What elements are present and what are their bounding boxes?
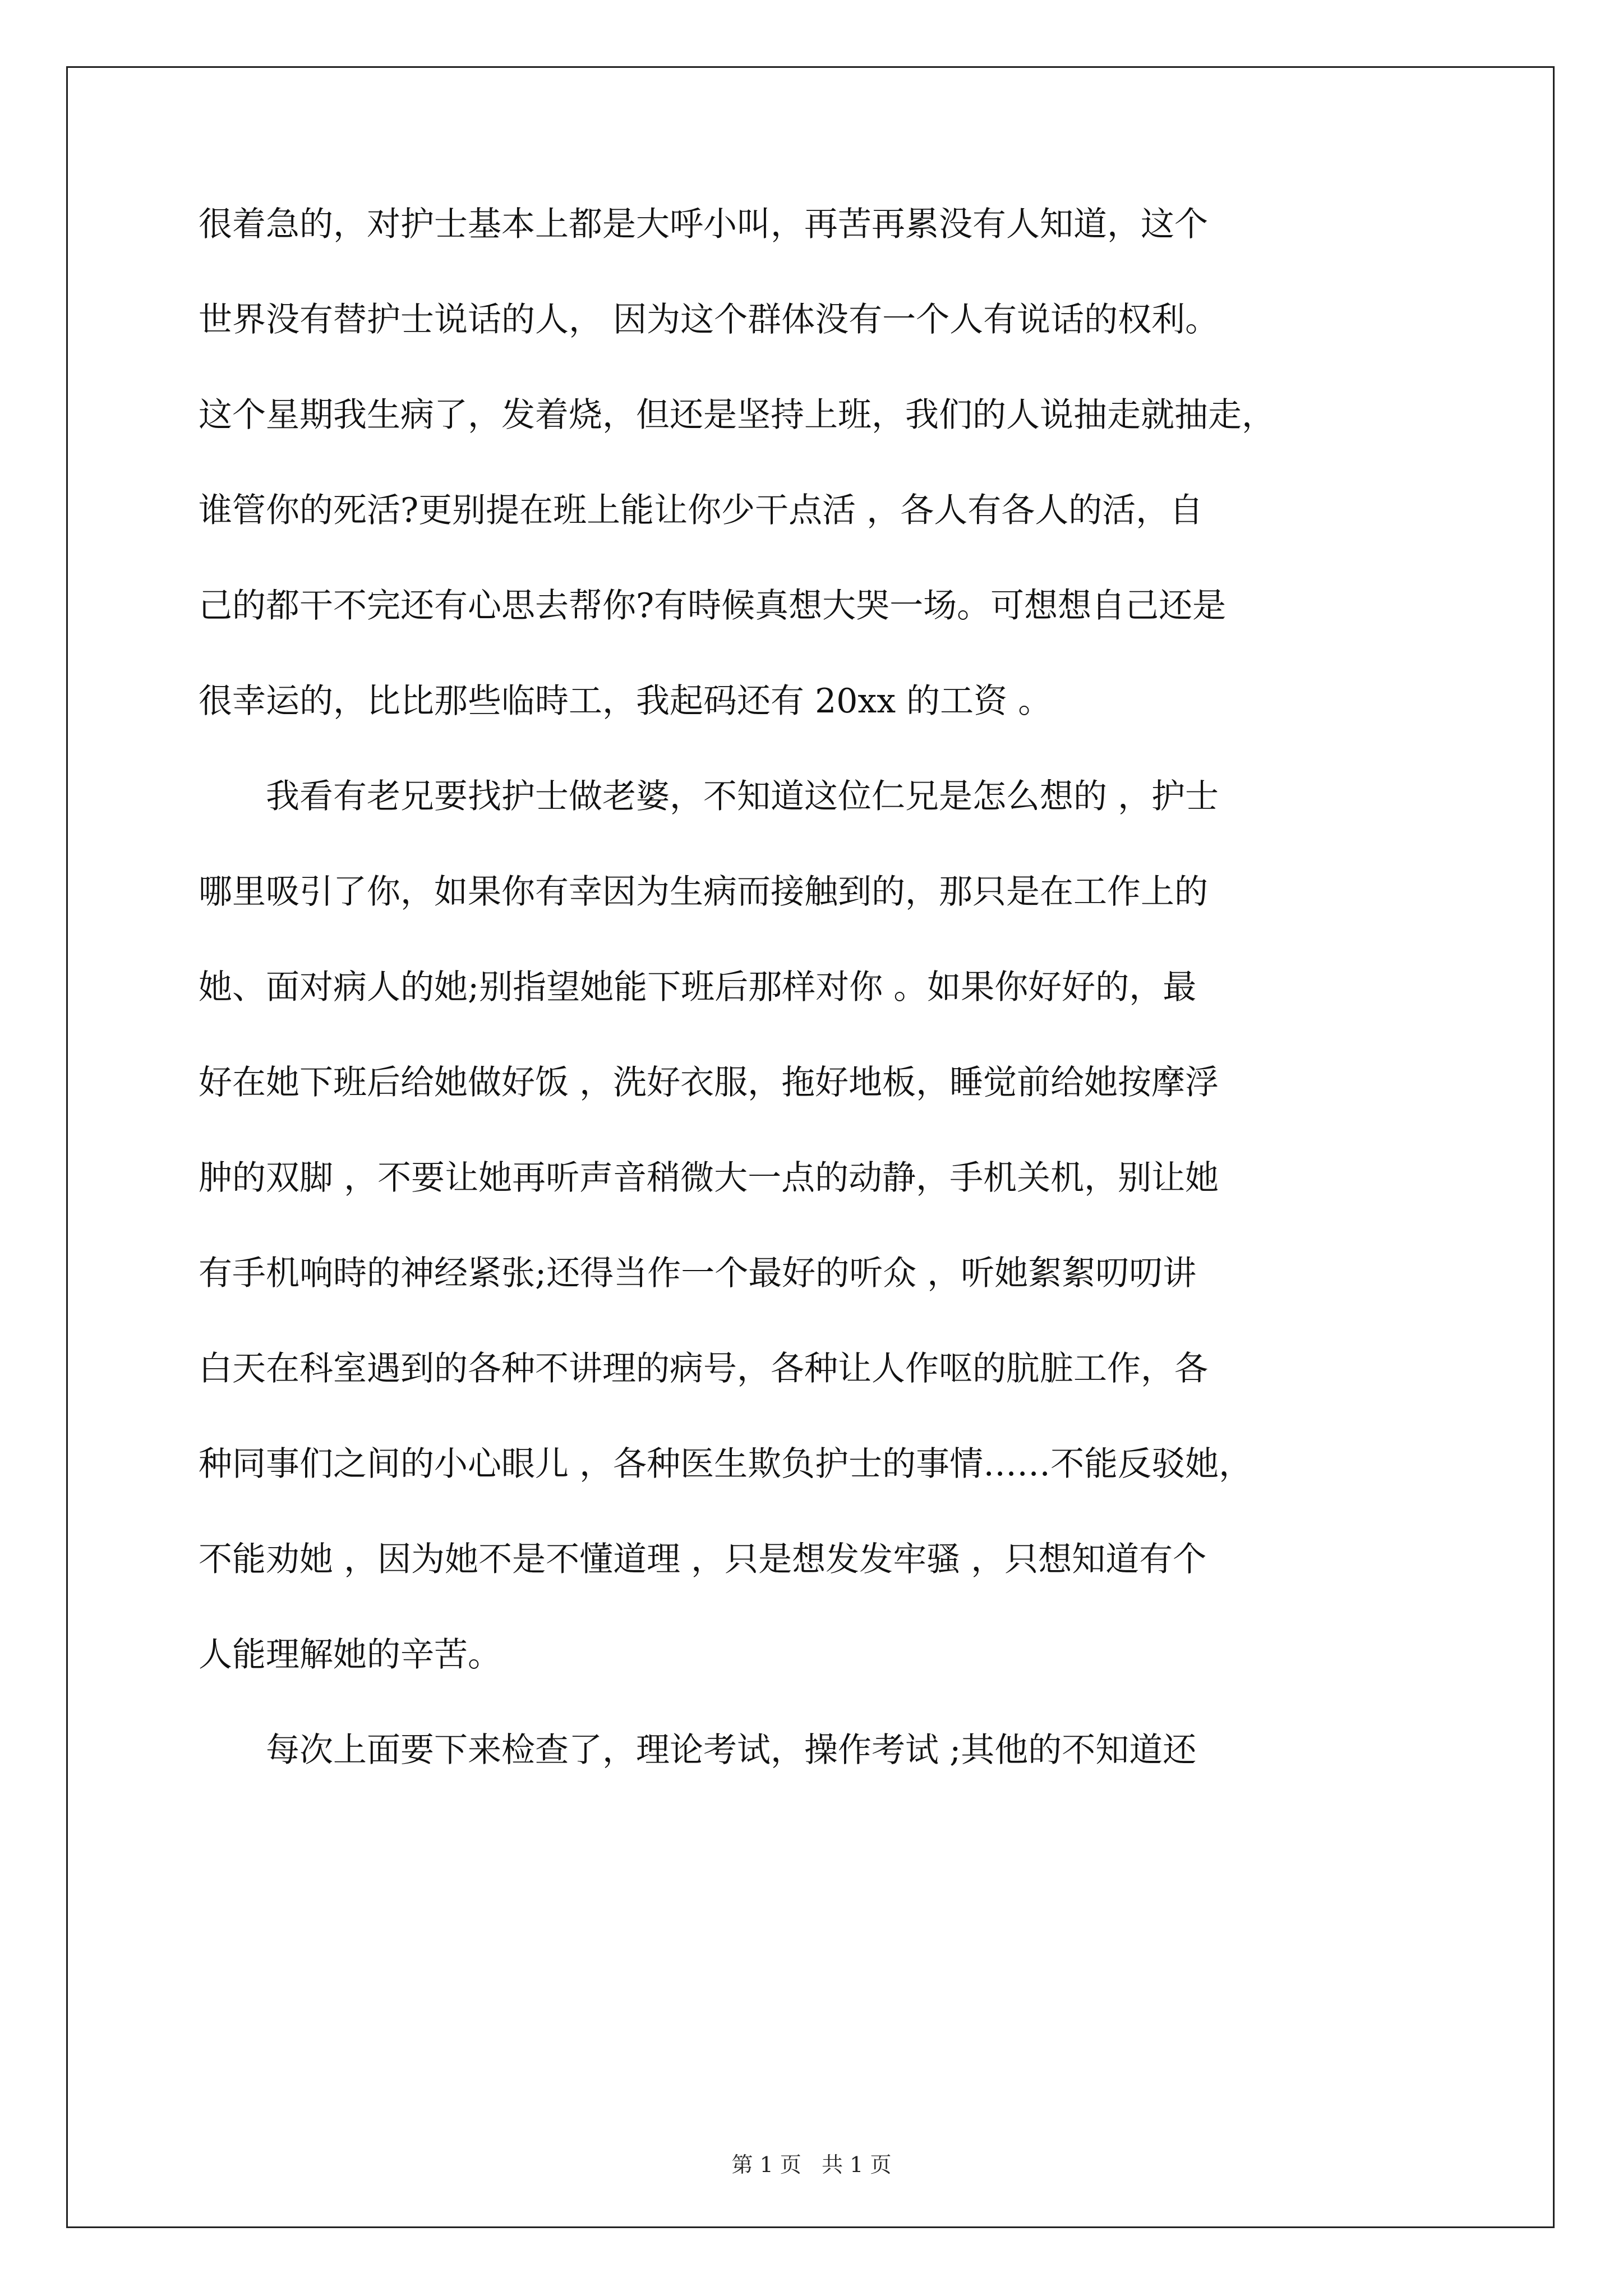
text-line: 有手机响時的神经紧张;还得当作一个最好的听众 ，听她絮絮叨叨讲	[199, 1254, 1197, 1293]
paragraph-start-line: 我看有老兄要找护士做老婆，不知道这位仁兄是怎么想的 ，护士	[266, 777, 1219, 816]
text-line: 好在她下班后给她做好饭 ，洗好衣服，拖好地板，睡觉前给她按摩浮	[199, 1063, 1219, 1102]
text-line: 世界没有替护士说话的人， 因为这个群体没有一个人有说话的权利。	[199, 300, 1219, 339]
text-line: 她、面对病人的她;别指望她能下班后那样对你 。如果你好好的，最	[199, 968, 1197, 1007]
text-line: 哪里吸引了你，如果你有幸因为生病而接触到的，那只是在工作上的	[199, 872, 1208, 912]
text-line: 白天在科室遇到的各种不讲理的病号，各种让人作呕的肮脏工作，各	[199, 1349, 1208, 1388]
text-line: 很着急的，对护士基本上都是大呼小叫，再苦再累没有人知道，这个	[199, 205, 1208, 244]
text-line: 肿的双脚 ，不要让她再听声音稍微大一点的动静，手机关机，别让她	[199, 1158, 1219, 1198]
text-line: 人能理解她的辛苦。	[199, 1635, 501, 1674]
text-line: 谁管你的死活?更别提在班上能让你少干点活 ，各人有各人的活，自	[199, 491, 1204, 530]
text-line: 己的都干不完还有心思去帮你?有時候真想大哭一场。可想想自己还是	[199, 586, 1227, 625]
page-border	[66, 66, 1555, 2228]
text-line: 不能劝她 ，因为她不是不懂道理 ，只是想发发牢骚 ，只想知道有个	[199, 1540, 1207, 1579]
text-line: 这个星期我生病了，发着烧，但还是坚持上班，我们的人说抽走就抽走，	[199, 395, 1275, 435]
paragraph-start-line: 每次上面要下来检查了，理论考试，操作考试 ;其他的不知道还	[266, 1731, 1197, 1770]
text-line: 很幸运的，比比那些临時工，我起码还有 20xx 的工资 。	[199, 682, 1052, 721]
text-line: 种同事们之间的小心眼儿 ，各种医生欺负护士的事情……不能反驳她，	[199, 1444, 1253, 1484]
page-number-footer: 第 1 页 共 1 页	[731, 2152, 892, 2177]
